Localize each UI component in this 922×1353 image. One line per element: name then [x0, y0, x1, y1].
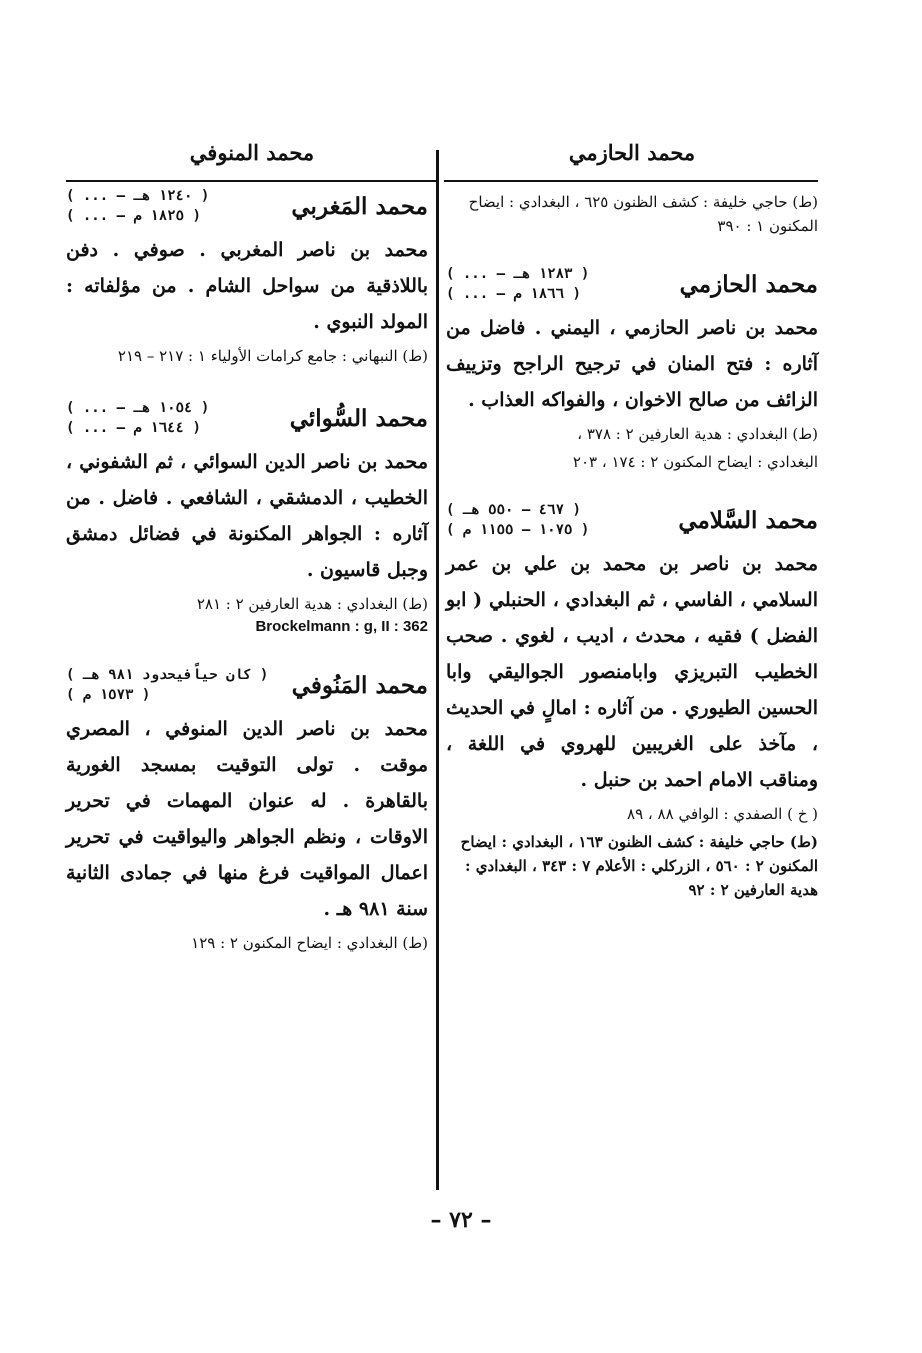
dates-hijri: ( ... – ١٢٨٣ هـ ) [446, 266, 590, 282]
entry-dates [66, 186, 209, 226]
entry-dates [66, 665, 268, 705]
dates-gregorian: ( ... – ١٨٦٦ م ) [446, 286, 581, 302]
entry-dates [446, 264, 589, 304]
dates-hijri: ( ٤٦٧ – ٥٥٠ هـ ) [446, 502, 581, 518]
entry-head [446, 264, 818, 304]
dates-gregorian: ( ... – ١٨٢٥ م ) [66, 208, 201, 224]
entry-dates [446, 500, 589, 540]
entry-reference: (ط) حاجي خليفة : كشف الظنون ١٦٣ ، البغدادي : ايضاح المكنون ٢ : ٥٦٠ ، الزركلي : الأعلام ٧ : ٣٤٣ ، البغدادي : هدية العارفين ٢ : ٩٢ [460, 833, 818, 899]
entry-head [66, 665, 428, 705]
entry-name: محمد السُّوائي [289, 404, 428, 432]
left-column [66, 186, 428, 971]
dates-gregorian: ( ... – ١٦٤٤ م ) [66, 420, 201, 436]
entry-reference: (ط) البغدادي : ايضاح المكنون ٢ : ١٢٩ [191, 934, 428, 952]
entry-text: محمد بن ناصر المغربي . صوفي . دفن باللاذقية من سواحل الشام . من مؤلفاته : المولد النبوي . [66, 239, 428, 333]
entry-manufi [66, 665, 428, 955]
dates-hijri: ( ... – ١٠٥٤ هـ ) [66, 400, 210, 416]
entry-dates [66, 398, 209, 438]
latin-reference: Brockelmann : g, II : 362 [255, 618, 428, 635]
entry-text: محمد بن ناصر بن محمد بن علي بن عمر السلامي ، الفاسي ، ثم البغدادي ، الحنبلي ( ابو الفضل ) فقيه ، محدث ، اديب ، لغوي . صحب الخطيب التبريزي وابامنصور الجواليقي وابا الحسين الطيوري . من آثاره : امالٍ في الحديث ، مآخذ على الغريبين للهروي في اللغة ، ومناقب الامام احمد بن حنبل . [446, 553, 818, 791]
top-reference: (ط) حاجي خليفة : كشف الظنون ٦٢٥ ، البغدادي : ايضاح المكنون ١ : ٣٩٠ [468, 193, 818, 235]
dates-gregorian: ( ١٠٧٥ – ١١٥٥ م ) [446, 522, 590, 538]
entry-reference: ( خ ) الصفدي : الوافي ٨٨ ، ٨٩ [627, 805, 818, 823]
header-rule-right [444, 180, 818, 182]
dates-hijri: ( ... – ١٢٤٠ هـ ) [66, 188, 210, 204]
entry-name: محمد السَّلامي [678, 506, 818, 534]
entry-head [66, 398, 428, 438]
column-divider [436, 150, 439, 1190]
right-column-header: محمد الحازمي [568, 140, 696, 165]
entry-maghribi [66, 186, 428, 368]
entry-salami [446, 500, 818, 902]
entry-reference: (ط) البغدادي : هدية العارفين ٢ : ٣٧٨ ، [577, 425, 818, 443]
entry-name: محمد المَنُوفي [291, 671, 428, 699]
entry-text: محمد بن ناصر الدين السوائي ، ثم الشفوني ، الخطيب ، الدمشقي ، الشافعي . فاضل . من آثاره : الجواهر المكنونة في فضائل دمشق وجبل قاسيون . [66, 451, 428, 581]
entry-reference: البغدادي : ايضاح المكنون ٢ : ١٧٤ ، ٢٠٣ [572, 453, 818, 471]
right-column [446, 186, 818, 918]
entry-text: محمد بن ناصر الحازمي ، اليمني . فاضل من آثاره : فتح المنان في ترجيح الراجح وتزييف الزائف من صالح الاخوان ، والفواكه العذاب . [446, 317, 818, 411]
dates-gregorian: ( ١٥٧٣ م ) [66, 687, 151, 703]
entry-hazimi [446, 264, 818, 474]
page-number: – ٧٢ – [430, 1207, 492, 1233]
header-rule-left [66, 180, 438, 182]
entry-head [66, 186, 428, 226]
entry-suwai [66, 398, 428, 635]
entry-text: محمد بن ناصر الدين المنوفي ، المصري موقت . تولى التوقيت بمسجد الغورية بالقاهرة . له عنوان المهمات في تحرير الاوقات ، ونظم الجواهر واليواقيت في تحرير اعمال المواقيت فرغ منها في جمادى الثانية سنة ٩٨١ هـ . [66, 718, 428, 920]
entry-name: محمد الحازمي [679, 270, 818, 298]
entry-reference: (ط) النبهاني : جامع كرامات الأولياء ١ : ٢١٧ – ٢١٩ [117, 347, 428, 365]
entry-reference: (ط) البغدادي : هدية العارفين ٢ : ٢٨١ [196, 595, 428, 613]
dates-hijri: ( كان حياًفيحدود ٩٨١ هـ ) [66, 667, 269, 683]
entry-name: محمد المَغربي [291, 192, 428, 220]
entry-head [446, 500, 818, 540]
left-column-header: محمد المنوفي [189, 140, 315, 165]
